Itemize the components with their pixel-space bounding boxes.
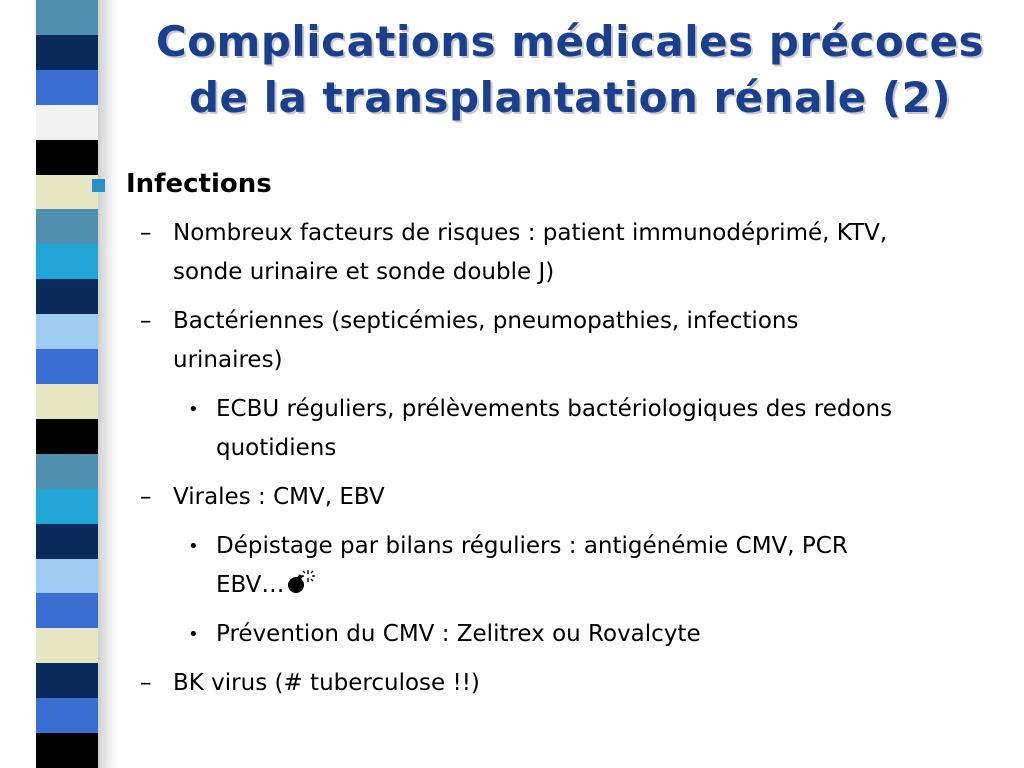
- stripe-band: [36, 349, 98, 384]
- stripe-band: [36, 140, 98, 175]
- stripe-band: [36, 314, 98, 349]
- stripe-band: [36, 663, 98, 698]
- stripe-band: [36, 593, 98, 628]
- dot-bullet: •: [188, 399, 199, 420]
- stripe-band: [36, 35, 98, 70]
- stripe-band: [36, 419, 98, 454]
- dash-bullet: –: [140, 308, 152, 334]
- item-text: urinaires): [173, 347, 283, 373]
- stripe-band: [36, 105, 98, 140]
- item-text: ECBU réguliers, prélèvements bactériologiques des redons: [216, 396, 893, 422]
- bomb-icon: [286, 569, 316, 595]
- stripe-band: [36, 175, 98, 210]
- stripe-band: [36, 0, 98, 35]
- stripe-band: [36, 384, 98, 419]
- stripe-band: [36, 279, 98, 314]
- stripe-band: [36, 559, 98, 594]
- stripe-band: [36, 209, 98, 244]
- heading-infections: Infections: [126, 169, 272, 199]
- dot-bullet: •: [188, 624, 199, 645]
- item-text: Nombreux facteurs de risques : patient immunodéprimé, KTV,: [173, 220, 888, 246]
- square-bullet-icon: [92, 179, 105, 192]
- item-text-with-icon: [216, 566, 316, 605]
- dash-bullet: –: [140, 484, 152, 510]
- item-text: Dépistage par bilans réguliers : antigénémie CMV, PCR: [216, 533, 848, 559]
- slide-title: [130, 14, 1010, 126]
- item-text: Prévention du CMV : Zelitrex ou Rovalcyte: [216, 621, 701, 647]
- title-line-2: de la transplantation rénale (2): [188, 73, 952, 122]
- item-text: BK virus (# tuberculose !!): [173, 670, 480, 696]
- stripe-band: [36, 733, 98, 768]
- stripe-band: [36, 454, 98, 489]
- stripe-band: [36, 489, 98, 524]
- stripe-band: [36, 524, 98, 559]
- item-text: Virales : CMV, EBV: [173, 484, 385, 510]
- stripe-band: [36, 70, 98, 105]
- stripe-band: [36, 698, 98, 733]
- dot-bullet: •: [188, 536, 199, 557]
- item-text: EBV…: [216, 572, 285, 598]
- title-line-1: Complications médicales précoces: [155, 17, 985, 66]
- dash-bullet: –: [140, 670, 152, 696]
- stripe-shadow: [98, 0, 120, 768]
- dash-bullet: –: [140, 220, 152, 246]
- item-text: Bactériennes (septicémies, pneumopathies, infections: [173, 308, 799, 334]
- decorative-stripe: [36, 0, 98, 768]
- stripe-band: [36, 628, 98, 663]
- item-text: quotidiens: [216, 435, 337, 461]
- stripe-band: [36, 244, 98, 279]
- item-text: sonde urinaire et sonde double J): [173, 259, 555, 285]
